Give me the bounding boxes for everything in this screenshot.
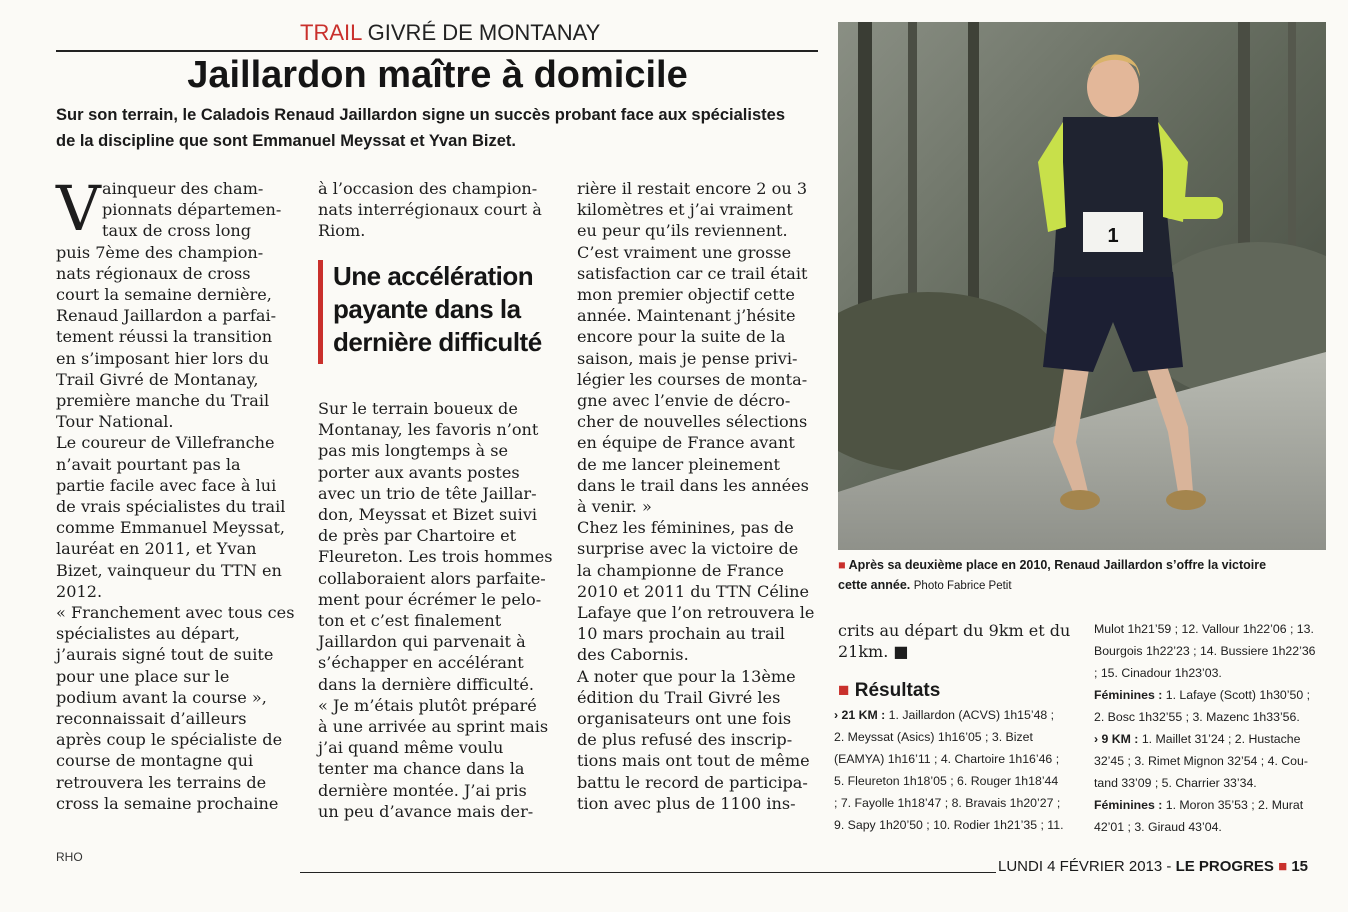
body-line: tenter ma chance dans la [318,759,525,779]
body-line: avec un trio de tête Jaillar- [318,483,537,503]
body-line: Jaillardon qui parvenait à [318,632,526,652]
body-line: rière il restait encore 2 ou 3 [577,179,808,198]
body-line: de près par Chartoire et [318,526,517,546]
body-line: ton et c’est finalement [318,611,502,631]
body-line: podium avant la course », [56,687,267,707]
body-line: j’aurais signé tout de suite [56,645,274,665]
pull-quote-line: dernière difficulté [333,327,542,357]
body-line: un peu d’avance mais der- [318,801,534,821]
footer-page-number: 15 [1291,858,1309,875]
results-line: 9. Sapy 1h20’50 ; 10. Rodier 1h21’35 ; 11. [834,818,1064,832]
bib-number: 1 [1107,225,1119,247]
body-line: première manche du Trail [56,391,270,411]
body-line: Montanay, les favoris n’ont [318,420,539,440]
body-line: eu peur qu’ils reviennent. [577,221,788,241]
results-line: Féminines : 1. Lafaye (Scott) 1h30’50 ; [1094,688,1310,702]
body-line: ainqueur des cham- [102,179,264,198]
body-line: mon premier objectif cette [577,285,795,305]
results-line: 5. Fleureton 1h18’05 ; 6. Rouger 1h18’44 [834,774,1059,788]
results-title: Résultats [854,680,941,701]
body-line: 10 mars prochain au trail [577,624,785,644]
body-line: Chez les féminines, pas de [577,518,794,538]
body-line: lauréat en 2011, et Yvan [56,539,257,559]
body-line: reconnaissait d’ailleurs [56,709,247,729]
body-line: saison, mais je pense privi- [577,348,798,368]
body-line: Bizet, vainqueur du TTN en [56,560,282,580]
pull-quote-line: payante dans la [333,294,521,324]
body-line: 2010 et 2011 du TTN Céline [577,581,810,601]
body-line: C’est vraiment une grosse [577,242,792,262]
body-line: à venir. » [577,497,652,517]
body-line: j’ai quand même voulu [318,738,504,758]
results-heading [838,680,940,702]
footer-date: LUNDI 4 FÉVRIER 2013 [998,858,1163,875]
body-line: course de montagne qui [56,751,254,771]
results-line: (EAMYA) 1h16’11 ; 4. Chartoire 1h16’46 ; [834,752,1060,766]
body-line: des Cabornis. [577,645,689,665]
body-line: crits au départ du 9km et du [838,621,1071,640]
body-line: Renaud Jaillardon a parfai- [56,306,277,326]
body-line: Lafaye que l’on retrouvera le [577,603,815,623]
rubric-section: TRAIL [300,20,362,45]
results-line: 42’01 ; 3. Giraud 43’04. [1094,820,1222,834]
body-line: spécialistes au départ, [56,624,240,644]
footer-marker: ■ [1278,858,1288,875]
photo-caption [838,555,1328,596]
body-line: Tour National. [56,412,174,432]
runner-photo [838,22,1326,550]
body-line: pour une place sur le [56,666,230,686]
standfirst-line: Sur son terrain, le Caladois Renaud Jaillardon signe un succès probant face aux spécialistes [56,106,785,124]
footer-separator: - [1166,858,1172,875]
runner-illustration [838,22,1326,550]
body-line: s’échapper en accélérant [318,653,524,673]
body-line: de me lancer pleinement [577,454,780,474]
body-line: Le coureur de Villefranche [56,433,275,453]
body-line: kilomètres et j’ai vraiment [577,200,793,220]
body-line: légier les courses de monta- [577,369,808,389]
body-line: comme Emmanuel Meyssat, [56,518,286,538]
body-line: dans le trail dans les années [577,475,809,495]
results-line: › 9 KM : 1. Maillet 31’24 ; 2. Hustache [1094,732,1301,746]
body-line: pionnats départemen- [102,200,282,220]
rubric-location: GIVRÉ DE MONTANAY [367,20,601,45]
body-line: de vrais spécialistes du trail [56,497,286,517]
body-line: 2012. [56,581,103,601]
body-line: après coup le spécialiste de [56,730,283,750]
body-column-4 [838,620,1078,662]
body-line: pas mis longtemps à se [318,441,508,461]
page-footer [998,858,1308,875]
body-line: Riom. [318,221,366,241]
results-line: Bourgois 1h22’23 ; 14. Bussiere 1h22’36 [1094,644,1316,658]
caption-text: Après sa deuxième place en 2010, Renaud Jaillardon s’offre la victoire [848,558,1267,572]
body-column-1 [56,172,296,814]
standfirst-line: de la discipline que sont Emmanuel Meyssat et Yvan Bizet. [56,132,517,150]
body-line: Sur le terrain boueux de [318,399,518,418]
pull-quote-line: Une accélération [333,261,534,291]
results-line: 2. Bosc 1h32’55 ; 3. Mazenc 1h33’56. [1094,710,1300,724]
article-standfirst [56,102,822,154]
results-line: › 21 KM : 1. Jaillardon (ACVS) 1h15’48 ; [834,708,1055,722]
body-line: battu le record de participa- [577,772,808,792]
body-line: 21km. ■ [838,642,909,661]
results-line: ; 15. Cinadour 1h23’03. [1094,666,1222,680]
body-line: collaboraient alors parfaite- [318,568,546,588]
body-line: ment pour écrémer le pelo- [318,589,542,609]
body-line: puis 7ème des champion- [56,242,264,262]
body-line: partie facile avec face à lui [56,475,277,495]
caption-marker: ■ [838,558,849,572]
body-column-2-bottom [318,398,558,822]
results-column-2 [1094,618,1339,838]
body-line: nats régionaux de cross [56,263,251,283]
author-initials: RHO [56,850,83,864]
article-headline: Jaillardon maître à domicile [187,54,688,96]
body-line: taux de cross long [102,221,252,241]
body-line: « Je m’étais plutôt préparé [318,695,537,715]
body-line: surprise avec la victoire de [577,539,799,559]
body-line: en équipe de France avant [577,433,795,453]
body-line: nats interrégionaux court à [318,200,542,220]
footer-rule [300,872,996,873]
results-marker: ■ [838,680,855,701]
body-line: Trail Givré de Montanay, [56,369,259,389]
footer-paper-name: LE PROGRES [1175,858,1274,875]
body-line: à une arrivée au sprint mais [318,717,549,737]
body-line: édition du Trail Givré les [577,687,781,707]
body-column-2-top [318,178,558,242]
body-line: don, Meyssat et Bizet suivi [318,505,538,525]
results-column-1 [834,704,1084,836]
body-line: A noter que pour la 13ème [577,666,796,686]
body-line: cross la semaine prochaine [56,793,279,813]
body-line: organisateurs ont une fois [577,709,792,729]
body-line: cher de nouvelles sélections [577,412,808,432]
body-line: gne avec l’envie de décro- [577,391,791,411]
body-line: de plus refusé des inscrip- [577,730,793,750]
results-line: Féminines : 1. Moron 35’53 ; 2. Murat [1094,798,1304,812]
body-line: encore pour la suite de la [577,327,786,347]
body-line: tion avec plus de 1100 ins- [577,793,796,813]
body-column-3 [577,178,819,814]
body-line: dernière montée. J’ai pris [318,780,527,800]
body-line: « Franchement avec tous ces [56,603,295,623]
body-line: porter aux avants postes [318,462,520,482]
results-line: Mulot 1h21’59 ; 12. Vallour 1h22’06 ; 13. [1094,622,1314,636]
body-line: satisfaction car ce trail était [577,263,808,283]
drop-cap: V [56,172,101,245]
body-line: tement réussi la transition [56,327,273,347]
body-line: Fleureton. Les trois hommes [318,547,553,567]
body-line: n’avait pourtant pas la [56,454,241,474]
body-line: à l’occasion des champion- [318,179,538,198]
results-line: 32’45 ; 3. Rimet Mignon 32’54 ; 4. Cou- [1094,754,1308,768]
body-line: la championne de France [577,560,784,580]
body-line: dans la dernière difficulté. [318,674,535,694]
body-line: tions mais ont tout de même [577,751,810,771]
body-line: année. Maintenant j’hésite [577,306,796,326]
section-rubric [56,18,818,52]
results-line: ; 7. Fayolle 1h18’47 ; 8. Bravais 1h20’27 ; [834,796,1061,810]
body-line: court la semaine dernière, [56,285,272,305]
pull-quote [318,260,583,364]
results-line: 2. Meyssat (Asics) 1h16’05 ; 3. Bizet [834,730,1033,744]
results-line: tand 33’09 ; 5. Charrier 33’34. [1094,776,1257,790]
photo-credit: Photo Fabrice Petit [913,580,1012,592]
caption-text-end: cette année. [838,578,911,592]
body-line: en s’imposant hier lors du [56,348,269,368]
body-line: retrouvera les terrains de [56,772,267,792]
